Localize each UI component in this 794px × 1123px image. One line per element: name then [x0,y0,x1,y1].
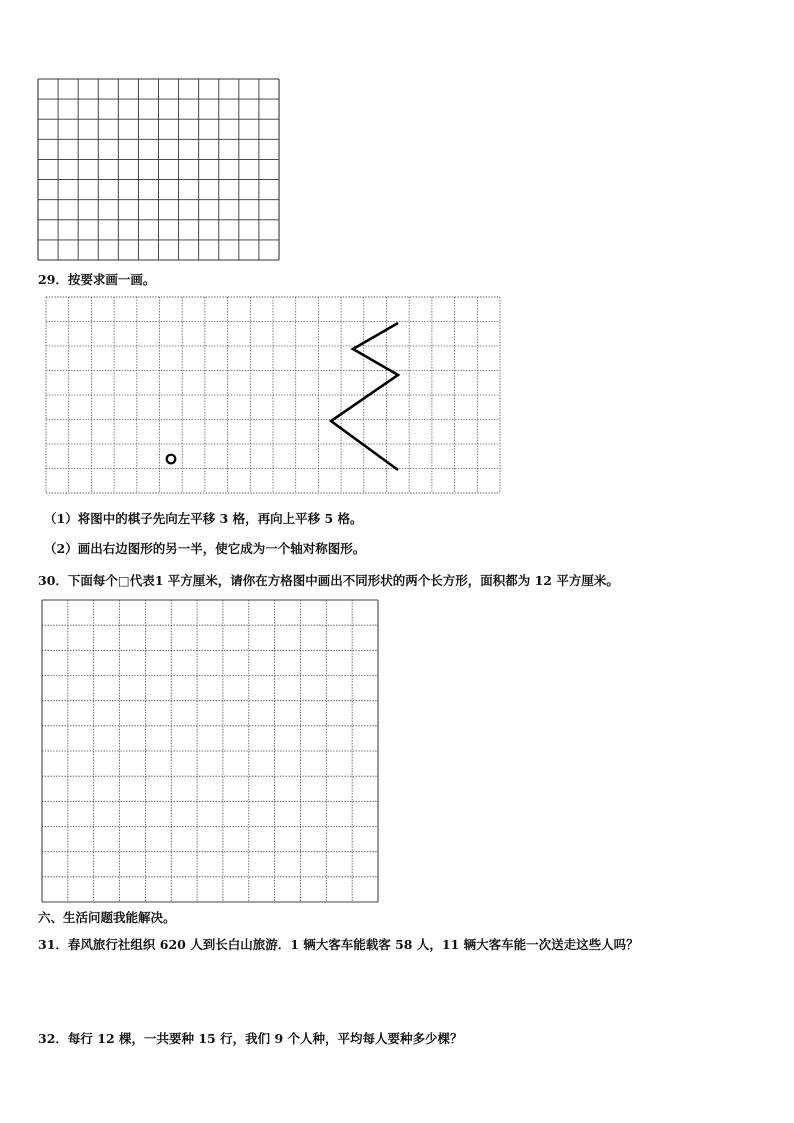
q30-grid-lines [42,600,378,902]
q29-title: 29．按要求画一画。 [38,272,156,287]
q32-text: 32．每行 12 棵，一共要种 15 行，我们 9 个人种，平均每人要种多少棵？ [38,1031,463,1046]
section6-title: 六、生活问题我能解决。 [38,910,176,925]
q29-sub1: （1）将图中的棋子先向左平移 3 格，再向上平移 5 格。 [44,511,363,526]
q31-text: 31．春风旅行社组织 620 人到长白山旅游．1 辆大客车能载客 58 人，11 辆大客车能一次送走这些人吗？ [38,937,639,952]
q29-sub2: （2）画出右边图形的另一半，使它成为一个轴对称图形。 [44,541,366,556]
q30-title: 30．下面每个□代表1 平方厘米，请你在方格图中画出不同形状的两个长方形，面积都为 12 平方厘米。 [38,573,619,588]
